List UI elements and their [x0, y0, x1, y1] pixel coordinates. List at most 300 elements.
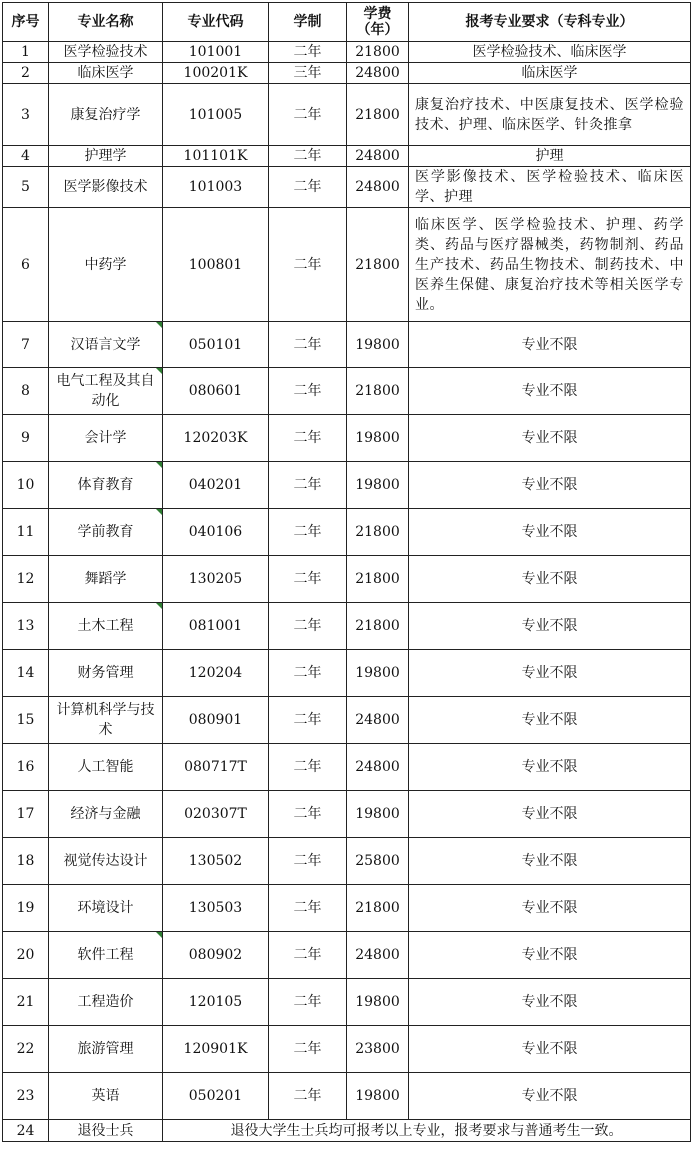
cell-duration: [269, 167, 347, 208]
cell-code-text: 101001: [188, 44, 243, 60]
cell-name: [49, 509, 163, 556]
cell-fee-text: 19800: [355, 336, 400, 353]
cell-fee: [347, 932, 409, 979]
cell-name: [49, 1120, 163, 1142]
cell-code: [163, 1073, 269, 1120]
cell-name-text: 护理学: [84, 148, 127, 164]
cell-name-text: 视觉传达设计: [63, 853, 148, 869]
cell-code-text: 130502: [188, 853, 243, 869]
table-body: [3, 42, 691, 1142]
table-row: [3, 791, 691, 838]
cell-code: [163, 979, 269, 1026]
cell-fee-text: 21800: [355, 524, 400, 540]
cell-code-text: 050201: [188, 1088, 243, 1104]
cell-name-text: 中药学: [84, 256, 127, 273]
cell-name-text: 环境设计: [77, 900, 134, 916]
cell-code-text: 120203K: [183, 430, 248, 446]
table-row: [3, 697, 691, 744]
cell-code-text: 130503: [188, 900, 243, 916]
cell-index-text: 1: [21, 44, 30, 60]
cell-index-text: 8: [21, 383, 30, 399]
cell-duration: [269, 462, 347, 509]
cell-code: [163, 697, 269, 744]
cell-index: [3, 509, 49, 556]
cell-requirement-text: 康复治疗技术、中医康复技术、医学检验技术、护理、临床医学、针灸推拿: [415, 96, 684, 133]
cell-requirement-text: 专业不限: [521, 571, 578, 587]
cell-code: [163, 791, 269, 838]
header-name: 专业名称: [49, 3, 163, 42]
cell-duration: [269, 838, 347, 885]
cell-fee: [347, 650, 409, 697]
cell-requirement-text: 专业不限: [521, 853, 578, 869]
cell-code: [163, 415, 269, 462]
cell-note-merged: [163, 1120, 691, 1142]
cell-name: [49, 462, 163, 509]
cell-code: [163, 932, 269, 979]
table-row: [3, 603, 691, 650]
cell-duration: [269, 415, 347, 462]
cell-name: [49, 791, 163, 838]
cell-duration-text: 三年: [293, 65, 322, 81]
cell-name-text: 计算机科学与技术: [56, 702, 155, 738]
cell-name-text: 英语: [91, 1088, 120, 1104]
cell-code-text: 040201: [188, 477, 243, 493]
cell-fee: [347, 63, 409, 84]
cell-name: [49, 556, 163, 603]
cell-index-text: 22: [16, 1041, 35, 1057]
cell-index: [3, 603, 49, 650]
cell-code-text: 050101: [188, 336, 243, 353]
cell-duration: [269, 885, 347, 932]
cell-name-text: 电气工程及其自动化: [56, 373, 155, 409]
cell-duration: [269, 603, 347, 650]
cell-index: [3, 556, 49, 603]
cell-requirement-text: 专业不限: [521, 383, 578, 399]
cell-duration: [269, 368, 347, 415]
cell-requirement: [409, 979, 691, 1026]
cell-requirement-text: 专业不限: [521, 618, 578, 634]
cell-index: [3, 650, 49, 697]
cell-duration: [269, 556, 347, 603]
cell-requirement-text: 专业不限: [521, 665, 578, 681]
cell-index: [3, 208, 49, 322]
cell-fee-text: 19800: [355, 665, 400, 681]
table-row: [3, 744, 691, 791]
table-row: [3, 368, 691, 415]
cell-duration: [269, 84, 347, 146]
cell-fee-text: 24800: [355, 712, 400, 728]
cell-index-text: 11: [16, 524, 35, 540]
cell-requirement: [409, 509, 691, 556]
cell-fee: [347, 368, 409, 415]
cell-fee-text: 25800: [355, 853, 400, 869]
table-header-row: [3, 3, 691, 42]
cell-fee: [347, 979, 409, 1026]
cell-index: [3, 322, 49, 368]
cell-code-text: 080901: [188, 712, 243, 728]
cell-fee: [347, 509, 409, 556]
cell-index-text: 14: [16, 665, 35, 681]
cell-requirement: [409, 556, 691, 603]
cell-fee: [347, 791, 409, 838]
cell-duration-text: 二年: [293, 383, 322, 399]
comment-marker-icon: [156, 322, 162, 328]
cell-requirement-text: 临床医学、医学检验技术、护理、药学类、药品与医疗器械类，药物制剂、药品生产技术、药品生物技术、制药技术、中医养生保健、康复治疗技术等相关医学专业。: [415, 216, 684, 313]
cell-duration: [269, 42, 347, 63]
cell-requirement: [409, 208, 691, 322]
cell-duration: [269, 791, 347, 838]
cell-name-text: 临床医学: [77, 65, 134, 81]
comment-marker-icon: [156, 462, 162, 468]
cell-requirement-text: 专业不限: [521, 900, 578, 916]
table-row: [3, 84, 691, 146]
cell-fee: [347, 167, 409, 208]
cell-index-text: 13: [16, 618, 35, 634]
cell-fee: [347, 603, 409, 650]
cell-requirement-text: 专业不限: [521, 477, 578, 493]
cell-requirement: [409, 146, 691, 167]
table-row-footer: [3, 1120, 691, 1142]
cell-index-text: 12: [16, 571, 35, 587]
cell-requirement: [409, 697, 691, 744]
cell-index: [3, 697, 49, 744]
cell-code: [163, 650, 269, 697]
cell-name-text: 会计学: [84, 430, 127, 446]
cell-index-text: 16: [16, 759, 35, 775]
cell-duration-text: 二年: [293, 44, 322, 60]
cell-name-text: 汉语言文学: [70, 336, 141, 353]
cell-name-text: 旅游管理: [77, 1041, 134, 1057]
cell-name: [49, 63, 163, 84]
cell-code: [163, 322, 269, 368]
cell-duration-text: 二年: [293, 900, 322, 916]
cell-duration: [269, 208, 347, 322]
table-row: [3, 146, 691, 167]
cell-index: [3, 63, 49, 84]
cell-name: [49, 167, 163, 208]
cell-requirement: [409, 84, 691, 146]
cell-index: [3, 979, 49, 1026]
cell-fee: [347, 1073, 409, 1120]
cell-index: [3, 1026, 49, 1073]
cell-index-text: 3: [21, 106, 30, 123]
cell-fee-text: 21800: [355, 571, 400, 587]
cell-name-text: 经济与金融: [70, 806, 141, 822]
cell-index-text: 21: [16, 994, 35, 1010]
header-fee: 学费（年）: [347, 3, 409, 42]
cell-fee-text: 23800: [355, 1041, 400, 1057]
cell-code-text: 101005: [188, 106, 243, 123]
comment-marker-icon: [156, 932, 162, 938]
cell-index: [3, 462, 49, 509]
table-row: [3, 650, 691, 697]
cell-fee: [347, 1026, 409, 1073]
cell-duration-text: 二年: [293, 477, 322, 493]
cell-duration-text: 二年: [293, 1088, 322, 1104]
cell-code-text: 080717T: [184, 759, 247, 775]
cell-index: [3, 167, 49, 208]
cell-index-text: 4: [21, 148, 30, 164]
cell-name: [49, 603, 163, 650]
table-row: [3, 462, 691, 509]
cell-code-text: 040106: [188, 524, 243, 540]
cell-duration-text: 二年: [293, 806, 322, 822]
cell-requirement: [409, 1026, 691, 1073]
cell-name: [49, 368, 163, 415]
cell-code-text: 100201K: [183, 65, 248, 81]
cell-code: [163, 885, 269, 932]
cell-fee-text: 24800: [355, 65, 400, 81]
cell-fee: [347, 322, 409, 368]
cell-requirement: [409, 603, 691, 650]
table-row: [3, 1026, 691, 1073]
cell-name: [49, 42, 163, 63]
cell-code-text: 081001: [188, 618, 243, 634]
cell-index-text: 18: [16, 853, 35, 869]
cell-duration: [269, 322, 347, 368]
cell-code-text: 100801: [188, 256, 243, 273]
cell-duration-text: 二年: [293, 148, 322, 164]
cell-code-text: 130205: [188, 571, 243, 587]
cell-code: [163, 509, 269, 556]
cell-name: [49, 932, 163, 979]
header-code: 专业代码: [163, 3, 269, 42]
cell-code-text: 080902: [188, 947, 243, 963]
cell-fee: [347, 556, 409, 603]
cell-code: [163, 208, 269, 322]
cell-name: [49, 1073, 163, 1120]
cell-requirement-text: 专业不限: [521, 994, 578, 1010]
cell-fee-text: 21800: [355, 900, 400, 916]
cell-requirement: [409, 791, 691, 838]
cell-name-text: 软件工程: [77, 947, 134, 963]
cell-requirement-text: 专业不限: [521, 1088, 578, 1104]
cell-code-text: 120901K: [183, 1041, 248, 1057]
cell-fee-text: 24800: [355, 179, 400, 195]
cell-code: [163, 838, 269, 885]
cell-fee: [347, 697, 409, 744]
cell-fee: [347, 462, 409, 509]
program-table: [2, 2, 691, 1142]
cell-index: [3, 42, 49, 63]
table-row: [3, 1073, 691, 1120]
cell-requirement-text: 专业不限: [521, 336, 578, 353]
cell-index-text: 23: [16, 1088, 35, 1104]
cell-name: [49, 838, 163, 885]
cell-fee-text: 19800: [355, 806, 400, 822]
cell-requirement-text: 临床医学: [521, 65, 578, 81]
cell-requirement-text: 专业不限: [521, 806, 578, 822]
cell-code: [163, 146, 269, 167]
cell-requirement: [409, 415, 691, 462]
cell-fee-text: 24800: [355, 759, 400, 775]
cell-name-text: 土木工程: [77, 618, 134, 634]
cell-index-text: 15: [16, 712, 35, 728]
cell-duration-text: 二年: [293, 524, 322, 540]
cell-name: [49, 146, 163, 167]
cell-duration-text: 二年: [293, 106, 322, 123]
cell-duration-text: 二年: [293, 712, 322, 728]
cell-name: [49, 650, 163, 697]
table-row: [3, 42, 691, 63]
cell-requirement-text: 专业不限: [521, 759, 578, 775]
cell-name-text: 医学检验技术: [63, 44, 148, 60]
cell-fee-text: 24800: [355, 148, 400, 164]
cell-requirement-text: 护理: [535, 148, 564, 164]
cell-index: [3, 368, 49, 415]
cell-fee: [347, 885, 409, 932]
table-row: [3, 167, 691, 208]
cell-fee-text: 19800: [355, 994, 400, 1010]
cell-name: [49, 744, 163, 791]
cell-index: [3, 791, 49, 838]
cell-fee-text: 21800: [355, 383, 400, 399]
cell-duration: [269, 650, 347, 697]
cell-code: [163, 744, 269, 791]
cell-fee: [347, 42, 409, 63]
cell-requirement: [409, 368, 691, 415]
cell-name: [49, 885, 163, 932]
cell-index-text: 19: [16, 900, 35, 916]
cell-requirement-text: 专业不限: [521, 524, 578, 540]
cell-duration-text: 二年: [293, 759, 322, 775]
header-index: 序号: [3, 3, 49, 42]
cell-requirement: [409, 932, 691, 979]
cell-duration-text: 二年: [293, 430, 322, 446]
table-row: [3, 208, 691, 322]
cell-requirement-text: 医学检验技术、临床医学: [472, 44, 627, 60]
cell-name-text: 人工智能: [77, 759, 134, 775]
cell-fee: [347, 208, 409, 322]
cell-requirement: [409, 1073, 691, 1120]
cell-index-text: 17: [16, 806, 35, 822]
cell-name: [49, 208, 163, 322]
cell-index-text: 6: [21, 256, 30, 273]
cell-index: [3, 146, 49, 167]
comment-marker-icon: [156, 603, 162, 609]
cell-index: [3, 885, 49, 932]
cell-duration-text: 二年: [293, 256, 322, 273]
cell-fee-text: 19800: [355, 430, 400, 446]
cell-fee-text: 21800: [355, 256, 400, 273]
cell-code: [163, 1026, 269, 1073]
cell-fee-text: 21800: [355, 44, 400, 60]
cell-name-text: 舞蹈学: [84, 571, 127, 587]
table-row: [3, 415, 691, 462]
cell-index: [3, 1073, 49, 1120]
cell-duration: [269, 146, 347, 167]
cell-duration: [269, 697, 347, 744]
cell-fee-text: 24800: [355, 947, 400, 963]
cell-index-text: 7: [21, 336, 30, 353]
cell-duration-text: 二年: [293, 336, 322, 353]
cell-note-merged-text: 退役大学生士兵均可报考以上专业，报考要求与普通考生一致。: [230, 1122, 623, 1139]
cell-duration: [269, 509, 347, 556]
cell-duration-text: 二年: [293, 853, 322, 869]
table-row: [3, 509, 691, 556]
cell-index-text: 24: [16, 1122, 35, 1139]
cell-fee-text: 21800: [355, 106, 400, 123]
cell-name-text: 财务管理: [77, 665, 134, 681]
cell-requirement: [409, 744, 691, 791]
table-row: [3, 63, 691, 84]
cell-name: [49, 415, 163, 462]
cell-index: [3, 744, 49, 791]
cell-requirement-text: 专业不限: [521, 947, 578, 963]
cell-code: [163, 368, 269, 415]
cell-code-text: 101101K: [183, 148, 248, 164]
cell-fee: [347, 744, 409, 791]
cell-fee: [347, 415, 409, 462]
cell-duration-text: 二年: [293, 571, 322, 587]
cell-name-text: 退役士兵: [77, 1122, 134, 1139]
cell-index: [3, 415, 49, 462]
cell-duration-text: 二年: [293, 179, 322, 195]
cell-code: [163, 84, 269, 146]
cell-requirement: [409, 650, 691, 697]
cell-name-text: 体育教育: [77, 477, 134, 493]
cell-code: [163, 556, 269, 603]
cell-code: [163, 462, 269, 509]
cell-name: [49, 697, 163, 744]
cell-requirement: [409, 322, 691, 368]
cell-code-text: 080601: [188, 383, 243, 399]
cell-name: [49, 322, 163, 368]
cell-code: [163, 167, 269, 208]
table-row: [3, 556, 691, 603]
cell-index-text: 2: [21, 65, 30, 81]
cell-duration-text: 二年: [293, 947, 322, 963]
cell-code: [163, 63, 269, 84]
cell-duration: [269, 1026, 347, 1073]
cell-index-text: 5: [21, 179, 30, 195]
cell-requirement: [409, 42, 691, 63]
cell-code-text: 120204: [188, 665, 243, 681]
cell-code: [163, 42, 269, 63]
cell-index-text: 10: [16, 477, 35, 493]
header-duration: 学制: [269, 3, 347, 42]
comment-marker-icon: [156, 368, 162, 374]
header-requirement: 报考专业要求（专科专业）: [409, 3, 691, 42]
cell-duration: [269, 63, 347, 84]
cell-code-text: 120105: [188, 994, 243, 1010]
cell-requirement: [409, 63, 691, 84]
cell-duration: [269, 1073, 347, 1120]
cell-requirement: [409, 838, 691, 885]
cell-index: [3, 84, 49, 146]
table-row: [3, 932, 691, 979]
cell-requirement: [409, 462, 691, 509]
program-table-container: [2, 2, 690, 1142]
cell-code-text: 101003: [188, 179, 243, 195]
cell-requirement-text: 专业不限: [521, 712, 578, 728]
cell-name-text: 康复治疗学: [70, 106, 141, 123]
cell-code: [163, 603, 269, 650]
comment-marker-icon: [156, 509, 162, 515]
cell-duration: [269, 744, 347, 791]
cell-index-text: 20: [16, 947, 35, 963]
table-row: [3, 322, 691, 368]
cell-name: [49, 84, 163, 146]
cell-duration-text: 二年: [293, 994, 322, 1010]
cell-requirement: [409, 885, 691, 932]
cell-name-text: 医学影像技术: [63, 179, 148, 195]
cell-requirement: [409, 167, 691, 208]
cell-fee-text: 21800: [355, 618, 400, 634]
cell-index: [3, 932, 49, 979]
cell-name: [49, 1026, 163, 1073]
cell-duration-text: 二年: [293, 618, 322, 634]
